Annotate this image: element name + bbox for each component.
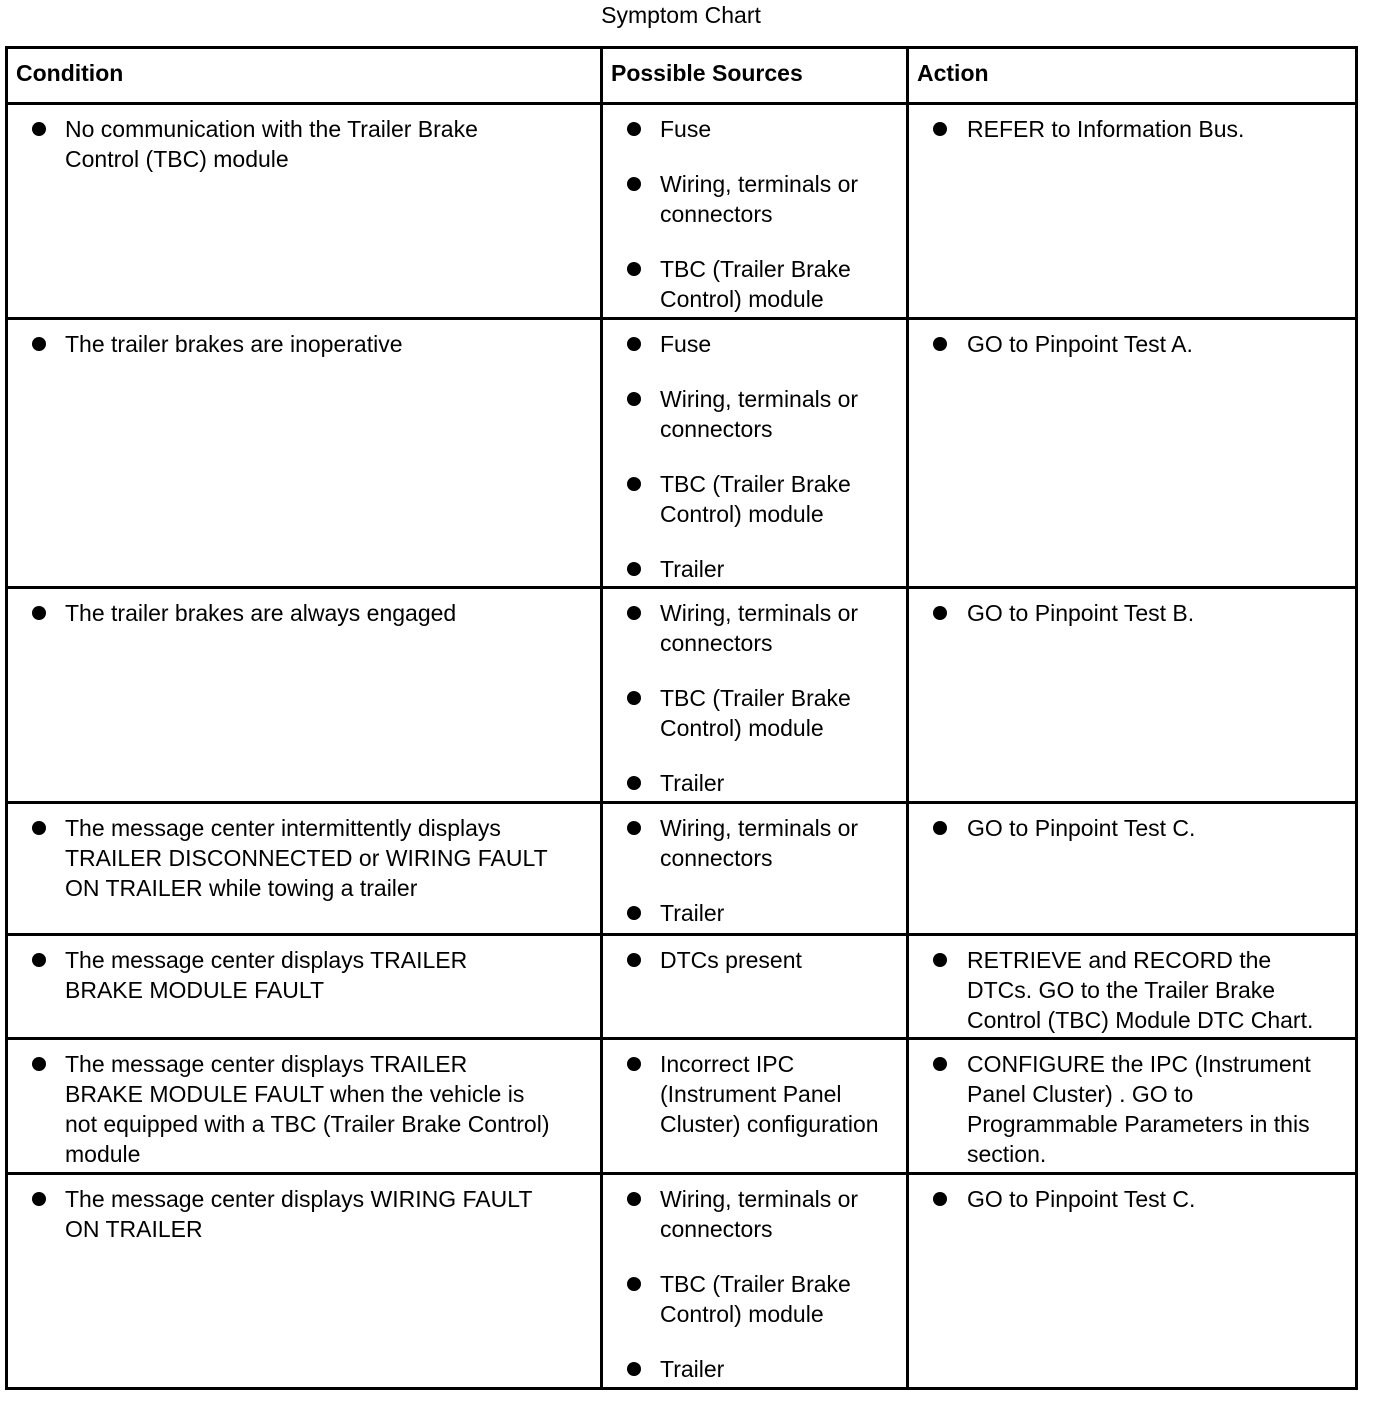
source-text: Incorrect IPC (Instrument Panel Cluster) configuration xyxy=(660,1051,879,1137)
action-text: RETRIEVE and RECORD the DTCs. GO to the Trailer Brake Control (TBC) Module DTC Chart. xyxy=(967,947,1314,1033)
bullet-icon xyxy=(627,691,641,705)
action-text: CONFIGURE the IPC (Instrument Panel Cluster) . GO to Programmable Parameters in this section. xyxy=(967,1051,1311,1167)
list-item xyxy=(603,469,906,529)
condition-text: The message center displays TRAILER BRAKE MODULE FAULT xyxy=(65,947,468,1003)
condition-cell xyxy=(7,1174,602,1389)
bullet-icon xyxy=(627,776,641,790)
source-text: DTCs present xyxy=(660,947,802,973)
list-item xyxy=(603,898,906,928)
source-text: TBC (Trailer Brake Control) module xyxy=(660,256,851,312)
list-item xyxy=(603,114,906,144)
list-item xyxy=(603,813,906,873)
list-item xyxy=(603,1354,906,1384)
condition-cell xyxy=(7,935,602,1039)
bullet-icon xyxy=(933,1057,947,1071)
header-possible-sources: Possible Sources xyxy=(602,48,908,104)
header-row xyxy=(7,48,1357,104)
source-text: Wiring, terminals or connectors xyxy=(660,386,859,442)
list-item xyxy=(603,554,906,584)
bullet-icon xyxy=(627,262,641,276)
table-row xyxy=(7,319,1357,588)
list-item xyxy=(603,169,906,229)
symptom-chart-table xyxy=(5,46,1358,1390)
bullet-icon xyxy=(32,337,46,351)
action-cell xyxy=(908,935,1357,1039)
source-text: Wiring, terminals or connectors xyxy=(660,171,859,227)
bullet-icon xyxy=(627,953,641,967)
bullet-icon xyxy=(32,1192,46,1206)
action-text: GO to Pinpoint Test C. xyxy=(967,815,1196,841)
list-item xyxy=(8,813,600,903)
action-text: REFER to Information Bus. xyxy=(967,116,1245,142)
list-item xyxy=(8,329,600,359)
bullet-icon xyxy=(627,821,641,835)
list-item xyxy=(8,598,600,628)
list-item xyxy=(603,254,906,314)
action-cell xyxy=(908,1174,1357,1389)
source-text: Fuse xyxy=(660,116,712,142)
bullet-icon xyxy=(627,177,641,191)
bullet-icon xyxy=(933,122,947,136)
source-text: Fuse xyxy=(660,331,712,357)
sources-cell xyxy=(602,803,908,935)
bullet-icon xyxy=(627,477,641,491)
bullet-icon xyxy=(933,953,947,967)
condition-cell xyxy=(7,803,602,935)
list-item xyxy=(909,598,1355,628)
bullet-icon xyxy=(32,953,46,967)
source-text: Wiring, terminals or connectors xyxy=(660,815,859,871)
condition-cell xyxy=(7,104,602,319)
list-item xyxy=(909,945,1355,1035)
table-row xyxy=(7,803,1357,935)
table-row xyxy=(7,1039,1357,1174)
source-text: TBC (Trailer Brake Control) module xyxy=(660,471,851,527)
list-item xyxy=(603,768,906,798)
bullet-icon xyxy=(627,1057,641,1071)
list-item xyxy=(909,1049,1355,1169)
bullet-icon xyxy=(627,606,641,620)
list-item xyxy=(603,384,906,444)
bullet-icon xyxy=(627,906,641,920)
list-item xyxy=(909,813,1355,843)
bullet-icon xyxy=(627,1277,641,1291)
bullet-icon xyxy=(32,122,46,136)
bullet-icon xyxy=(627,337,641,351)
source-text: TBC (Trailer Brake Control) module xyxy=(660,1271,851,1327)
list-item xyxy=(603,1184,906,1244)
list-item xyxy=(8,114,600,174)
action-text: GO to Pinpoint Test B. xyxy=(967,600,1195,626)
source-text: Wiring, terminals or connectors xyxy=(660,1186,859,1242)
header-action: Action xyxy=(908,48,1357,104)
action-cell xyxy=(908,588,1357,803)
bullet-icon xyxy=(32,1057,46,1071)
condition-text: The trailer brakes are always engaged xyxy=(65,600,457,626)
list-item xyxy=(909,329,1355,359)
bullet-icon xyxy=(627,1362,641,1376)
condition-cell xyxy=(7,319,602,588)
condition-cell xyxy=(7,588,602,803)
action-text: GO to Pinpoint Test A. xyxy=(967,331,1193,357)
source-text: TBC (Trailer Brake Control) module xyxy=(660,685,851,741)
list-item xyxy=(8,945,600,1005)
condition-text: The trailer brakes are inoperative xyxy=(65,331,403,357)
list-item xyxy=(603,945,906,975)
condition-cell xyxy=(7,1039,602,1174)
action-cell xyxy=(908,1039,1357,1174)
sources-cell xyxy=(602,588,908,803)
header-condition: Condition xyxy=(7,48,602,104)
list-item xyxy=(603,598,906,658)
bullet-icon xyxy=(933,821,947,835)
table-row xyxy=(7,1174,1357,1389)
list-item xyxy=(8,1049,600,1169)
list-item xyxy=(603,329,906,359)
condition-text: No communication with the Trailer Brake Control (TBC) module xyxy=(65,116,478,172)
action-cell xyxy=(908,319,1357,588)
sources-cell xyxy=(602,935,908,1039)
bullet-icon xyxy=(627,562,641,576)
source-text: Trailer xyxy=(660,556,725,582)
source-text: Trailer xyxy=(660,1356,725,1382)
list-item xyxy=(909,1184,1355,1214)
table-row xyxy=(7,104,1357,319)
sources-cell xyxy=(602,104,908,319)
action-text: GO to Pinpoint Test C. xyxy=(967,1186,1196,1212)
bullet-icon xyxy=(933,337,947,351)
list-item xyxy=(603,683,906,743)
condition-text: The message center displays WIRING FAULT ON TRAILER xyxy=(65,1186,533,1242)
action-cell xyxy=(908,803,1357,935)
bullet-icon xyxy=(32,606,46,620)
bullet-icon xyxy=(933,606,947,620)
list-item xyxy=(8,1184,600,1244)
bullet-icon xyxy=(627,1192,641,1206)
bullet-icon xyxy=(627,122,641,136)
sources-cell xyxy=(602,1039,908,1174)
chart-title: Symptom Chart xyxy=(601,2,761,28)
sources-cell xyxy=(602,319,908,588)
list-item xyxy=(603,1269,906,1329)
table-row xyxy=(7,588,1357,803)
condition-text: The message center intermittently displays TRAILER DISCONNECTED or WIRING FAULT ON TRAILER while towing a trailer xyxy=(65,815,548,901)
source-text: Trailer xyxy=(660,900,725,926)
condition-text: The message center displays TRAILER BRAKE MODULE FAULT when the vehicle is not equipped with a TBC (Trailer Brake Control) module xyxy=(65,1051,550,1167)
bullet-icon xyxy=(933,1192,947,1206)
bullet-icon xyxy=(32,821,46,835)
action-cell xyxy=(908,104,1357,319)
list-item xyxy=(603,1049,906,1139)
source-text: Trailer xyxy=(660,770,725,796)
source-text: Wiring, terminals or connectors xyxy=(660,600,859,656)
bullet-icon xyxy=(627,392,641,406)
sources-cell xyxy=(602,1174,908,1389)
table-row xyxy=(7,935,1357,1039)
list-item xyxy=(909,114,1355,144)
